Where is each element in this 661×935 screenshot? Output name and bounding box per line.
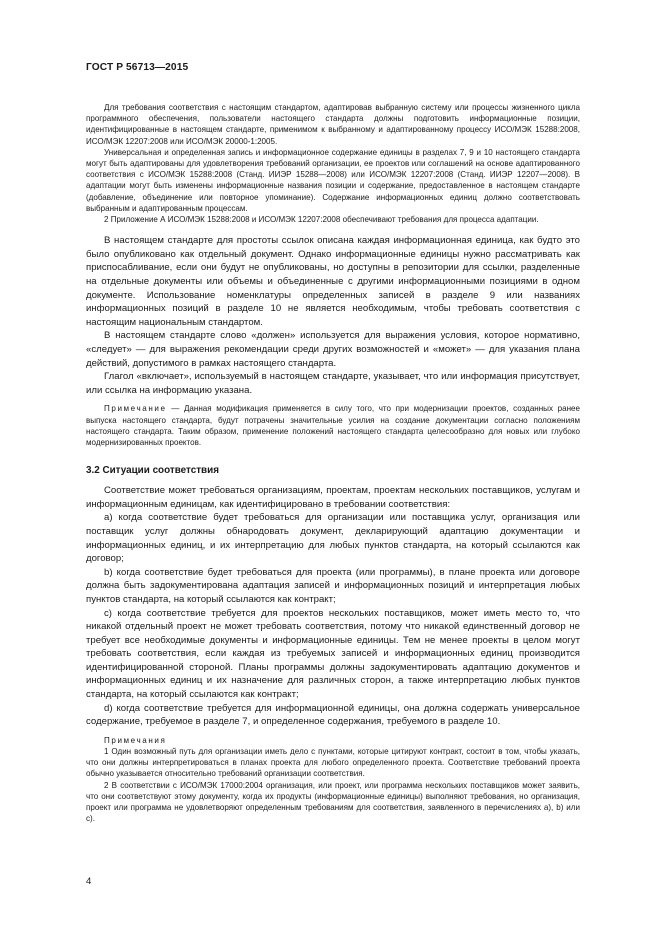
document-body (86, 102, 580, 824)
body-paragraph: Соответствие может требоваться организациям, проектам, проектам нескольких поставщиков, услугам и информационным единицам, как идентифицировано в требовании соответствия: (86, 485, 580, 510)
list-item: а) когда соответствие будет требоваться для организации или поставщика услуг, организация или поставщик услуг должны обнародовать документ, декларирующий адаптацию документации и информационных единиц, и их интерпретацию для любых пунктов стандарта, на который ссылаются как договор; (86, 512, 580, 565)
note-paragraph (86, 403, 580, 448)
note-paragraph: 2 Приложение А ИСО/МЭК 15288:2008 и ИСО/МЭК 12207:2008 обеспечивают требования для процесса адаптации. (104, 215, 539, 225)
note-paragraph: Универсальная и определенная запись и информационное содержание единицы в разделах 7, 9 и 10 настоящего стандарта могут быть адаптированы для удовлетворения требований организации, ее проектов или соглашений на основе адаптированного соответствия с ИСО/МЭК 15288:2008 (Станд. ИИЭР 15288—2008) или ИСО/МЭК 12207:2008 (Станд. ИИЭР 12207—2008). В адаптации могут быть изменены информационные названия позиции и содержание, предоставленное в настоящем стандарте (добавление, объединение или повторное упоминание). Содержание информационных единиц должно соответствовать выбранным и адаптированным процессам. (86, 147, 580, 213)
body-paragraph: В настоящем стандарте слово «должен» используется для выражения условия, которое нормативно, «следует» — для выражения рекомендации среди других возможностей и «может» — для указания плана действий, допустимого в рамках настоящего стандарта. (86, 330, 580, 369)
list-item: b) когда соответствие будет требоваться для проекта (или программы), в плане проекта или договоре должна быть задокументирована адаптация записей и информационных позиций и интерпретация любых пунктов стандарта, на который ссылаются как контракт; (86, 566, 580, 605)
document-code-header: ГОСТ Р 56713—2015 (86, 62, 189, 73)
body-paragraph: Глагол «включает», используемый в настоящем стандарте, указывает, что или информация присутствует, или ссылка на информацию указана. (86, 371, 580, 396)
list-item: с) когда соответствие требуется для проектов нескольких поставщиков, может иметь место то, что никакой отдельный проект не может требовать соответствия, потому что никакой единственный договор не требует все необходимые документы и информационные единицы. Тем не менее проекты в целом могут требовать соответствия, если каждая из требуемых записей и информационных единиц производится идентифицированной стороной. Планы программы должны задокументировать адаптацию документов и информационных единиц и их назначение для различных сторон, а также интерпретацию любых пунктов стандарта, на который ссылаются как контракт; (86, 607, 580, 701)
notes-label: Примечания (104, 735, 167, 745)
note-label: Примечание (104, 404, 167, 414)
body-paragraph: В настоящем стандарте для простоты ссылок описана каждая информационная единица, как будто это было опубликовано как отдельный документ. Однако информационные единицы нужно рассматривать как приспосабливание, если они будут не опубликованы, но доступны в репозитории для ссылки, разделенные на отдельные документы или объемы и объединенные с другими информационными позициями в одном документе. Использование номенклатуры определенных записей в разделе 9 или названиях информационных позиций в разделе 10 не является необходимым, чтобы требовать соответствия с настоящим национальным стандартом. (86, 235, 580, 328)
page-number: 4 (86, 876, 92, 887)
note-paragraph: 1 Один возможный путь для организации иметь дело с пунктами, которые цитируют контракт, состоит в том, чтобы указать, что они должны интерпретироваться в планах проекта для любого определенного проекта. Соответствие требований проекта обычно указывается относительно требований организации соответствия. (86, 747, 580, 779)
note-paragraph: 2 В соответствии с ИСО/МЭК 17000:2004 организация, или проект, или программа нескольких поставщиков может заявить, что они соответствуют этому документу, когда их продукты (информационные единицы) выполняют требования, но организация, проект или программа не удовлетворяют определенным требованиям для соответствия, заявленного в перечислениях а), b) или с). (86, 780, 580, 824)
section-heading: 3.2 Ситуации соответствия (86, 465, 219, 477)
note-text: — Данная модификация применяется в силу того, что при модернизации проектов, созданных ранее выпуска настоящего стандарта, будут потрачены значительные усилия на создание документации согласно положениям настоящего стандарта. Таким образом, применение положений настоящего стандарта целесообразно для новых или глубоко модернизированных проектов. (86, 404, 580, 447)
note-paragraph: Для требования соответствия с настоящим стандартом, адаптировав выбранную систему или процессы жизненного цикла программного обеспечения, пользователи настоящего стандарта должны подготовить информационные позиции, идентифицированные в настоящем стандарте, применимом к выбранному и адаптированному процессу ИСО/МЭК 15288:2008, ИСО/МЭК 12207:2008 или ИСО/МЭК 20000-1:2005. (86, 103, 580, 146)
list-item: d) когда соответствие требуется для информационной единицы, она должна содержать универсальное содержание, требуемое в разделе 7, и определенное содержания, требуемого в разделе 10. (86, 702, 580, 728)
